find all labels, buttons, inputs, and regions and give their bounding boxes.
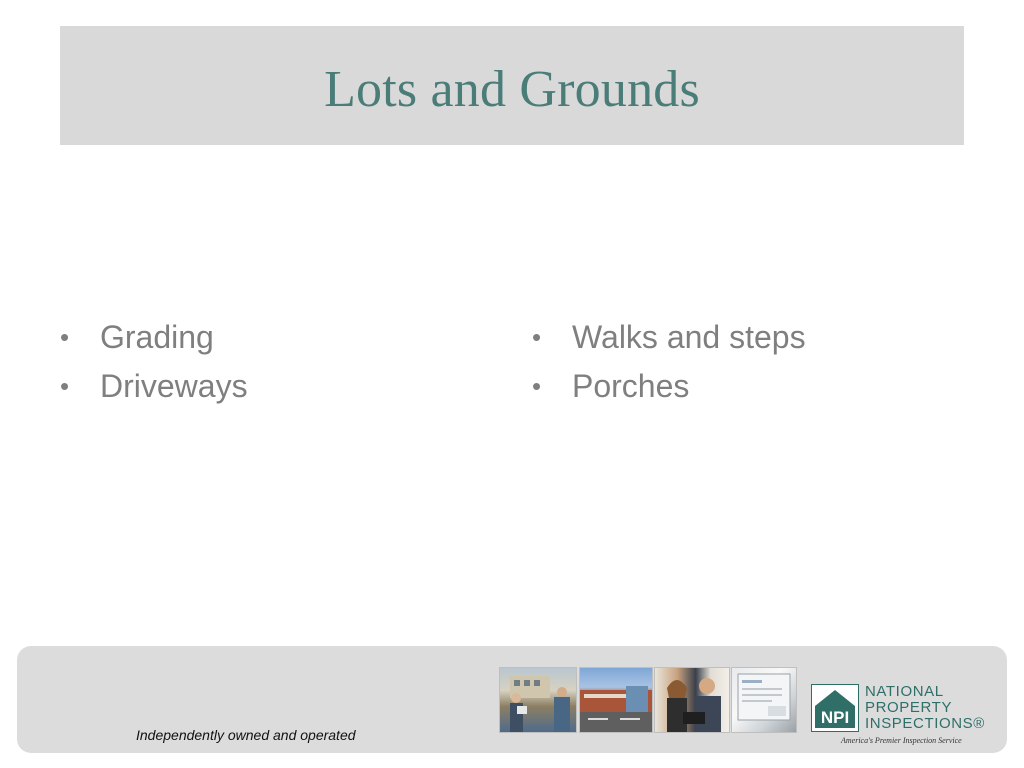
bullet-text: Walks and steps bbox=[572, 319, 806, 355]
bullet-item bbox=[58, 365, 248, 414]
bullet-dot-icon: • bbox=[60, 371, 70, 401]
slide-title: Lots and Grounds bbox=[324, 61, 700, 118]
office-building-photo bbox=[579, 667, 653, 733]
bullet-item bbox=[58, 316, 248, 365]
title-band bbox=[60, 26, 964, 145]
bullet-dot-icon: • bbox=[532, 322, 542, 352]
footer-tagline: Independently owned and operated bbox=[136, 727, 356, 743]
bullet-dot-icon: • bbox=[532, 371, 542, 401]
npi-logo-wordmark bbox=[865, 684, 1005, 732]
npi-house-logo-icon bbox=[811, 684, 859, 732]
logo-tagline: America's Premier Inspection Service bbox=[841, 736, 962, 745]
bullet-item bbox=[530, 365, 806, 414]
svg-text:NPI: NPI bbox=[820, 708, 850, 727]
client-meeting-photo bbox=[654, 667, 730, 733]
bullet-list-right bbox=[530, 316, 806, 414]
bullet-text: Porches bbox=[572, 368, 690, 404]
logo-line-2: PROPERTY bbox=[865, 699, 953, 716]
logo-line-1: NATIONAL bbox=[865, 683, 944, 700]
bullet-list-left bbox=[58, 316, 248, 414]
bullet-text: Driveways bbox=[100, 368, 248, 404]
logo-line-3: INSPECTIONS® bbox=[865, 715, 985, 732]
bullet-dot-icon: • bbox=[60, 322, 70, 352]
footer-bar bbox=[17, 646, 1007, 753]
bullet-item bbox=[530, 316, 806, 365]
bullet-text: Grading bbox=[100, 319, 214, 355]
inspectors-outdoors-photo bbox=[499, 667, 577, 733]
report-screen-photo bbox=[731, 667, 797, 733]
